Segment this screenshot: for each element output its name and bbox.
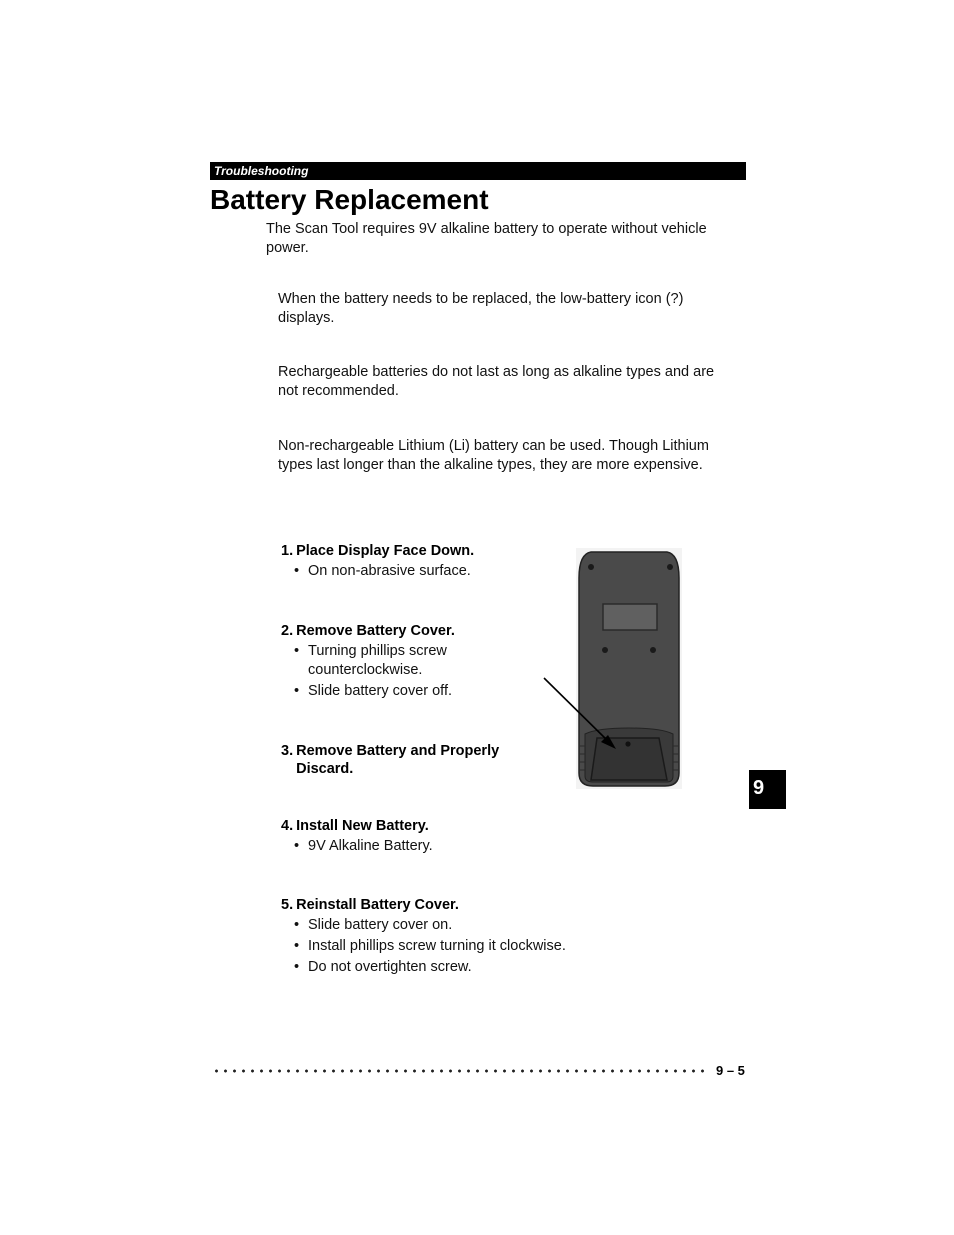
scan-tool-back-illustration <box>541 548 682 789</box>
step-4 <box>281 817 551 858</box>
section-label: Troubleshooting <box>214 164 309 178</box>
step-number: 2. <box>281 623 294 639</box>
step-title: Remove Battery Cover. <box>296 623 455 639</box>
step-bullets <box>281 642 481 701</box>
section-header-bar <box>210 162 746 180</box>
chapter-tab <box>749 770 786 809</box>
bullet-item: • On non-abrasive surface. <box>281 562 551 581</box>
bullet-item: • 9V Alkaline Battery. <box>281 837 551 856</box>
bullet-item: • Slide battery cover off. <box>281 682 481 701</box>
bullet-item: • Slide battery cover on. <box>281 916 621 935</box>
footer-dotted-rule <box>212 1066 710 1076</box>
screw-icon <box>602 647 608 653</box>
screw-icon <box>588 564 594 570</box>
bullet-item: • Do not overtighten screw. <box>281 958 621 977</box>
step-bullets <box>281 562 551 581</box>
step-5 <box>281 896 621 979</box>
step-3 <box>281 742 531 778</box>
battery-screw-icon <box>625 741 630 746</box>
label-plate <box>603 604 657 630</box>
screw-icon <box>667 564 673 570</box>
step-number: 1. <box>281 543 294 559</box>
note-low-battery: When the battery needs to be replaced, the low-battery icon (?) displays. <box>278 291 684 326</box>
note-rechargeable: Rechargeable batteries do not last as long as alkaline types and are not recommended. <box>278 364 715 399</box>
page-title: Battery Replacement <box>210 184 489 215</box>
note-lithium: Non-rechargeable Lithium (Li) battery can be used. Though Lithium types last longer than the alkaline types, they are more expensive. <box>278 438 709 473</box>
step-title: Place Display Face Down. <box>296 543 475 559</box>
intro-paragraph: The Scan Tool requires 9V alkaline battery to operate without vehicle power. <box>266 221 707 256</box>
chapter-number: 9 <box>753 777 765 799</box>
step-title: Install New Battery. <box>296 818 429 834</box>
step-1 <box>281 542 551 583</box>
bullet-item: • Turning phillips screw counterclockwise. <box>281 642 481 680</box>
bullet-item: • Install phillips screw turning it clockwise. <box>281 937 621 956</box>
step-number: 5. <box>281 897 294 913</box>
step-bullets <box>281 837 551 856</box>
page-number: 9 – 5 <box>716 1063 745 1078</box>
screw-icon <box>650 647 656 653</box>
step-number: 3. <box>281 743 294 759</box>
step-bullets <box>281 916 621 977</box>
step-title: Remove Battery and Properly Discard. <box>296 743 500 777</box>
step-number: 4. <box>281 818 294 834</box>
step-title: Reinstall Battery Cover. <box>296 897 459 913</box>
step-2 <box>281 622 551 703</box>
